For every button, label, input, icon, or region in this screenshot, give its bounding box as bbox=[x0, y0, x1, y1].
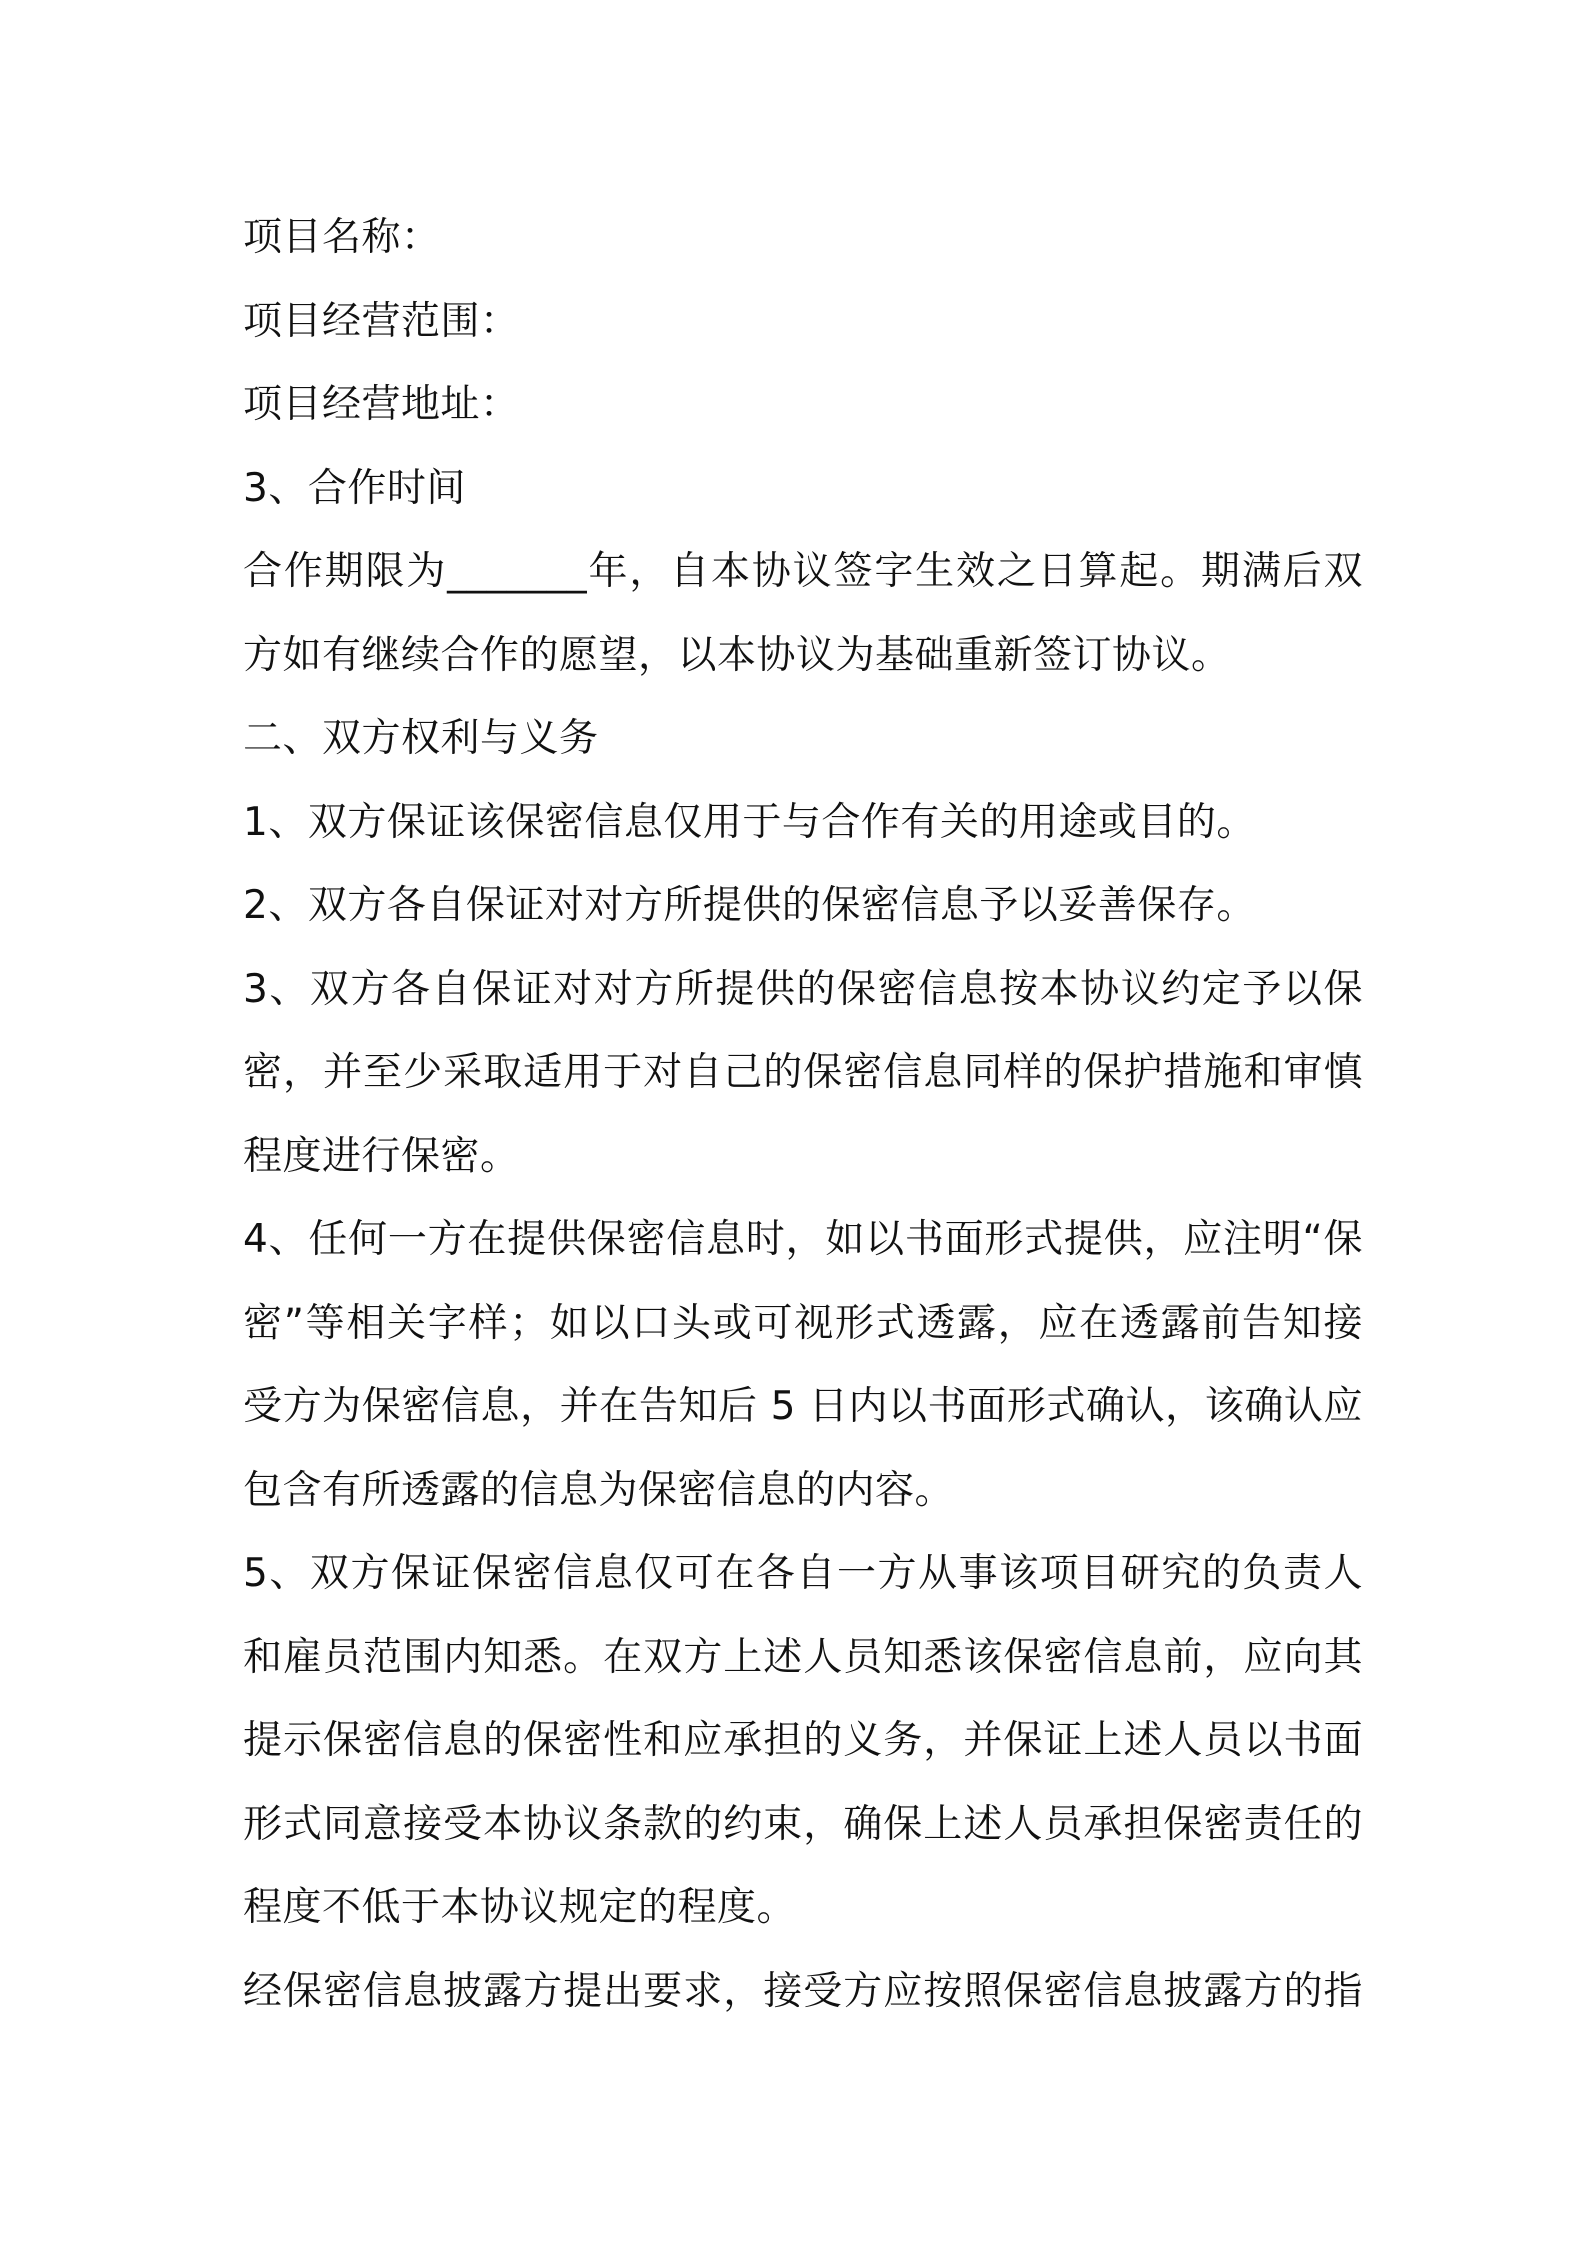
section-heading-rights-obligations: 二、双方权利与义务 bbox=[243, 716, 599, 761]
field-business-scope: 项目经营范围： bbox=[243, 298, 520, 344]
paragraph-line: 合作期限为_______年，自本协议签字生效之日算起。期满后双 bbox=[243, 549, 1363, 594]
clause-4-line: 4、任何一方在提供保密信息时，如以书面形式提供，应注明“保 bbox=[243, 1217, 1363, 1262]
section-heading-cooperation-time: 3、合作时间 bbox=[243, 465, 466, 511]
clause-5-line: 和雇员范围内知悉。在双方上述人员知悉该保密信息前，应向其 bbox=[243, 1634, 1363, 1680]
clause-3-line: 3、双方各自保证对对方所提供的保密信息按本协议约定予以保 bbox=[243, 966, 1363, 1012]
paragraph-line: 经保密信息披露方提出要求，接受方应按照保密信息披露方的指 bbox=[243, 1968, 1363, 2014]
clause-5-line: 形式同意接受本协议条款的约束，确保上述人员承担保密责任的 bbox=[243, 1801, 1363, 1847]
clause-5-line: 5、双方保证保密信息仅可在各自一方从事该项目研究的负责人 bbox=[243, 1551, 1363, 1596]
document-body bbox=[243, 196, 1363, 2033]
field-business-address: 项目经营地址： bbox=[243, 382, 520, 427]
clause-4-line: 受方为保密信息，并在告知后 5 日内以书面形式确认，该确认应 bbox=[243, 1384, 1363, 1429]
clause-4-line: 包含有所透露的信息为保密信息的内容。 bbox=[243, 1467, 955, 1513]
clause-5-line: 提示保密信息的保密性和应承担的义务，并保证上述人员以书面 bbox=[243, 1718, 1363, 1763]
clause-5-line: 程度不低于本协议规定的程度。 bbox=[243, 1885, 797, 1930]
field-project-name: 项目名称： bbox=[243, 215, 441, 260]
paragraph-line: 方如有继续合作的愿望，以本协议为基础重新签订协议。 bbox=[243, 632, 1231, 678]
clause-3-line: 程度进行保密。 bbox=[243, 1133, 520, 1179]
clause-4-line: 密”等相关字样；如以口头或可视形式透露，应在透露前告知接 bbox=[243, 1300, 1363, 1346]
clause-1: 1、双方保证该保密信息仅用于与合作有关的用途或目的。 bbox=[243, 799, 1256, 845]
clause-2: 2、双方各自保证对对方所提供的保密信息予以妥善保存。 bbox=[243, 883, 1256, 928]
clause-3-line: 密，并至少采取适用于对自己的保密信息同样的保护措施和审慎 bbox=[243, 1050, 1363, 1095]
